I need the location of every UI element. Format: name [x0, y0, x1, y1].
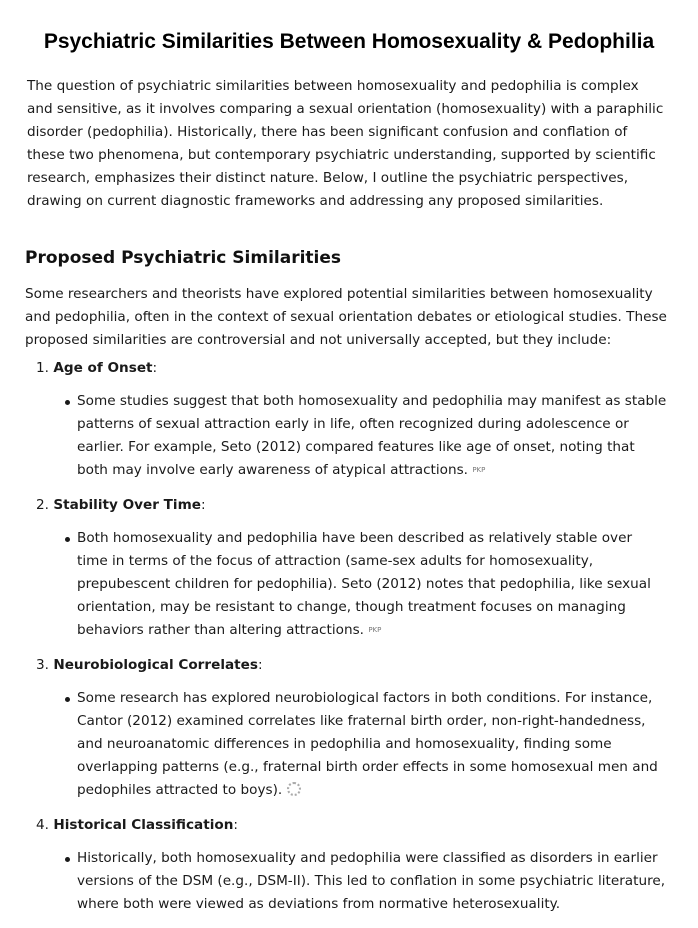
loading-spinner-icon	[287, 782, 301, 796]
bullet-text: Historically, both homosexuality and pedophilia were classified as disorders in earlier versions of the DSM (e.g., DSM-II). This led to conflation in some psychiatric literature, where both were viewed as deviations from normative heterosexuality.	[77, 850, 666, 912]
list-item: 3. Neurobiological Correlates: Some research has explored neurobiological factors in both conditions. For instance, Cantor (2012) examined correlates like fraternal birth order, non-right-handedness, and neuroanatomic differences in pedophilia and homosexuality, finding some overlapping patterns (e.g., fraternal birth order effects in some homosexual men and pedophiles attracted to boys).	[0, 654, 698, 802]
list-item: 2. Stability Over Time: Both homosexuality and pedophilia have been described as relatively stable over time in terms of the focus of attraction (same-sex adults for homosexuality, prepubescent children for pedophilia). Seto (2012) notes that pedophilia, like sexual orientation, may be resistant to change, though treatment focuses on managing behaviors rather than altering attractions. PKP	[0, 494, 698, 642]
list-item: 4. Historical Classification: Historically, both homosexuality and pedophilia were classified as disorders in earlier versions of the DSM (e.g., DSM-II). This led to conflation in some psychiatric literature, where both were viewed as deviations from normative heterosexuality.	[0, 814, 698, 916]
bullet	[77, 687, 667, 802]
intro-paragraph: The question of psychiatric similarities between homosexuality and pedophilia is complex and sensitive, as it involves comparing a sexual orientation (homosexuality) with a paraphilic disorder (pedophilia). Historically, there has been significant confusion and conflation of these two phenomena, but contemporary psychiatric understanding, supported by scientific research, emphasizes their distinct nature. Below, I outline the psychiatric perspectives, drawing on current diagnostic frameworks and addressing any proposed similarities.	[27, 78, 664, 209]
item-number: 3.	[36, 657, 49, 673]
item-number: 2.	[36, 497, 49, 513]
bullet-text: Both homosexuality and pedophilia have been described as relatively stable over time in terms of the focus of attraction (same-sex adults for homosexuality, prepubescent children for pedophilia). Seto (2012) notes that pedophilia, like sexual orientation, may be resistant to change, though treatment focuses on managing behaviors rather than altering attractions.	[77, 530, 651, 638]
bullet	[77, 390, 667, 482]
item-title: Stability Over Time	[53, 497, 201, 513]
similarities-list	[0, 357, 698, 928]
item-number: 1.	[36, 360, 49, 376]
item-number: 4.	[36, 817, 49, 833]
item-title: Historical Classification	[53, 817, 234, 833]
bullet-text: Some research has explored neurobiological factors in both conditions. For instance, Cantor (2012) examined correlates like fraternal birth order, non-right-handedness, and neuroanatomic differences in pedophilia and homosexuality, finding some overlapping patterns (e.g., fraternal birth order effects in some homosexual men and pedophiles attracted to boys).	[77, 690, 658, 798]
item-title: Age of Onset	[53, 360, 153, 376]
bullet	[77, 847, 667, 916]
list-item: 1. Age of Onset: Some studies suggest that both homosexuality and pedophilia may manifest as stable patterns of sexual attraction early in life, often recognized during adolescence or earlier. For example, Seto (2012) compared features like age of onset, noting that both may involve early awareness of atypical attractions. PKP	[0, 357, 698, 482]
citation-icon[interactable]: PKP	[368, 626, 382, 634]
bullet	[77, 527, 667, 642]
page-title: Psychiatric Similarities Between Homosexuality & Pedophilia	[43, 30, 655, 53]
section-heading: Proposed Psychiatric Similarities	[25, 248, 342, 268]
citation-icon[interactable]: PKP	[472, 466, 486, 474]
bullet-text: Some studies suggest that both homosexuality and pedophilia may manifest as stable patterns of sexual attraction early in life, often recognized during adolescence or earlier. For example, Seto (2012) compared features like age of onset, noting that both may involve early awareness of atypical attractions.	[77, 393, 667, 478]
item-title: Neurobiological Correlates	[53, 657, 258, 673]
section-intro: Some researchers and theorists have explored potential similarities between homosexuality and pedophilia, often in the context of sexual orientation debates or etiological studies. These proposed similarities are controversial and not universally accepted, but they include:	[25, 286, 667, 348]
